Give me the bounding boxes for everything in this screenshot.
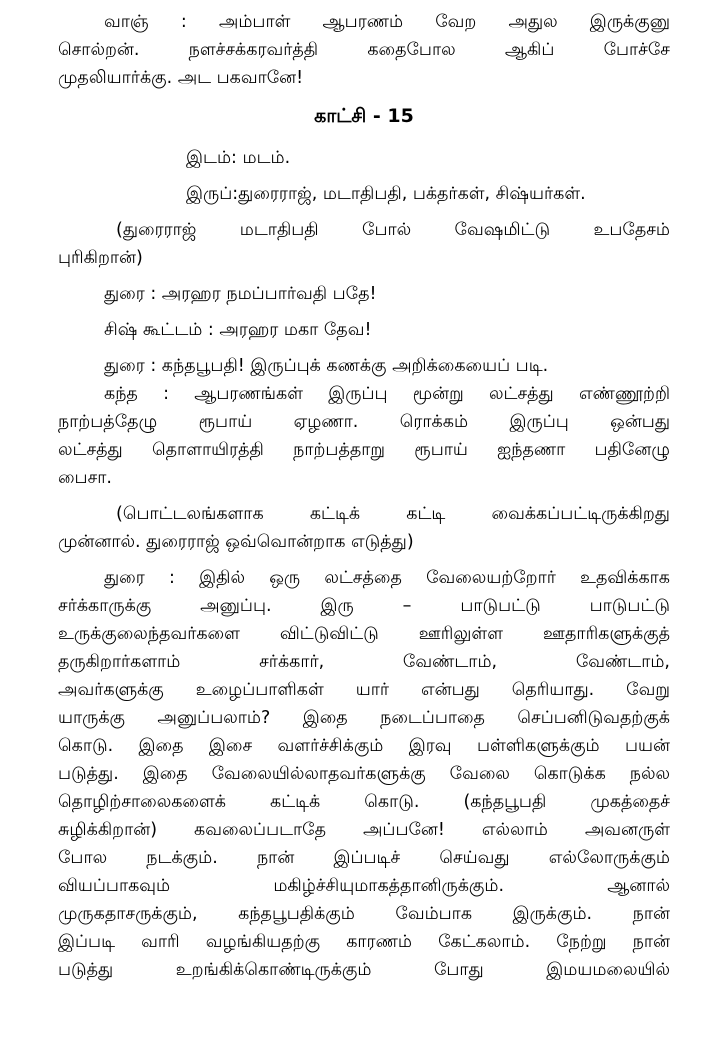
paragraph-kantha — [58, 380, 670, 492]
text-line: முன்னால். துரைராஜ் ஒவ்வொன்றாக எடுத்து) — [58, 532, 414, 552]
document-page — [58, 8, 670, 984]
text-line: பைசா. — [58, 468, 112, 488]
text-line: தொழிற்சாலைகளைக் கட்டிக் கொடு. (கந்தபூபதி முகத்தைச் — [58, 792, 670, 812]
paragraph-vanj — [58, 8, 670, 92]
text-line: தருகிறார்களாம் சர்க்கார், வேண்டாம், வேண்டாம், — [58, 652, 670, 672]
text-line: இப்படி வாரி வழங்கியதற்கு காரணம் கேட்கலாம். நேற்று நான் — [58, 932, 670, 952]
text-line: படுத்து. இதை வேலையில்லாதவர்களுக்கு வேலை கொடுக்க நல்ல — [58, 764, 670, 784]
text-line: வாஞ் : அம்பாள் ஆபரணம் வேற அதுல இருக்குனு — [104, 12, 670, 32]
text-line: கந்த : ஆபரணங்கள் இருப்பு மூன்று லட்சத்து எண்ணூற்றி — [104, 384, 670, 404]
text-line: அவர்களுக்கு உழைப்பாளிகள் யார் என்பது தெரியாது. வேறு — [58, 680, 670, 700]
text-line: படுத்து உறங்கிக்கொண்டிருக்கும் போது இமயமலையில் — [58, 960, 670, 980]
stage-direction — [58, 216, 670, 272]
scene-title: காட்சி - 15 — [314, 105, 414, 127]
text-line: நாற்பத்தேழு ரூபாய் ஏழணா. ரொக்கம் இருப்பு ஒன்பது — [58, 412, 670, 432]
text-line: லட்சத்து தொளாயிரத்தி நாற்பத்தாறு ரூபாய் ஐந்தணா பதினேழு — [58, 440, 670, 460]
paragraph-durai-speech — [58, 564, 670, 984]
dialogue-line: சிஷ் கூட்டம் : அரஹர மகா தேவ! — [104, 320, 372, 340]
place-line: இடம்: மடம். — [186, 148, 291, 168]
text-line: சர்க்காருக்கு அனுப்பு. இரு – பாடுபட்டு பாடுபட்டு — [58, 596, 670, 616]
text-line: முதலியார்க்கு. அட பகவானே! — [58, 68, 304, 88]
text-line: புரிகிறான்) — [58, 248, 143, 268]
text-line: கொடு. இதை இசை வளர்ச்சிக்கும் இரவு பள்ளிகளுக்கும் பயன் — [58, 736, 670, 756]
text-line: முருகதாசருக்கும், கந்தபூபதிக்கும் வேம்பாக இருக்கும். நான் — [58, 904, 670, 924]
text-line: சொல்றன். நளச்சக்கரவர்த்தி கதைபோல ஆகிப் போச்சே — [58, 40, 670, 60]
text-line: (துரைராஜ் மடாதிபதி போல் வேஷமிட்டு உபதேசம் — [116, 220, 670, 240]
stage-direction — [58, 500, 670, 556]
text-line: வியப்பாகவும் மகிழ்ச்சியுமாகத்தானிருக்கும். ஆனால் — [58, 876, 670, 896]
text-line: போல நடக்கும். நான் இப்படிச் செய்வது எல்லோருக்கும் — [58, 848, 670, 868]
dialogue-line: துரை : அரஹர நமப்பார்வதி பதே! — [104, 284, 377, 304]
text-line: (பொட்டலங்களாக கட்டிக் கட்டி வைக்கப்பட்டிருக்கிறது — [116, 504, 670, 524]
text-line: சுழிக்கிறான்) கவலைப்படாதே அப்பனே! எல்லாம் அவனருள் — [58, 820, 670, 840]
dialogue-line: துரை : கந்தபூபதி! இருப்புக் கணக்கு அறிக்கையைப் படி. — [104, 356, 549, 376]
cast-line: இருப்:துரைராஜ், மடாதிபதி, பக்தர்கள், சிஷ்யர்கள். — [186, 184, 586, 204]
text-line: யாருக்கு அனுப்பலாம்? இதை நடைப்பாதை செப்பனிடுவதற்குக் — [58, 708, 670, 728]
text-line: உருக்குலைந்தவர்களை விட்டுவிட்டு ஊரிலுள்ள ஊதாரிகளுக்குத் — [58, 624, 670, 644]
text-line: துரை : இதில் ஒரு லட்சத்தை வேலையற்றோர் உதவிக்காக — [104, 568, 670, 588]
